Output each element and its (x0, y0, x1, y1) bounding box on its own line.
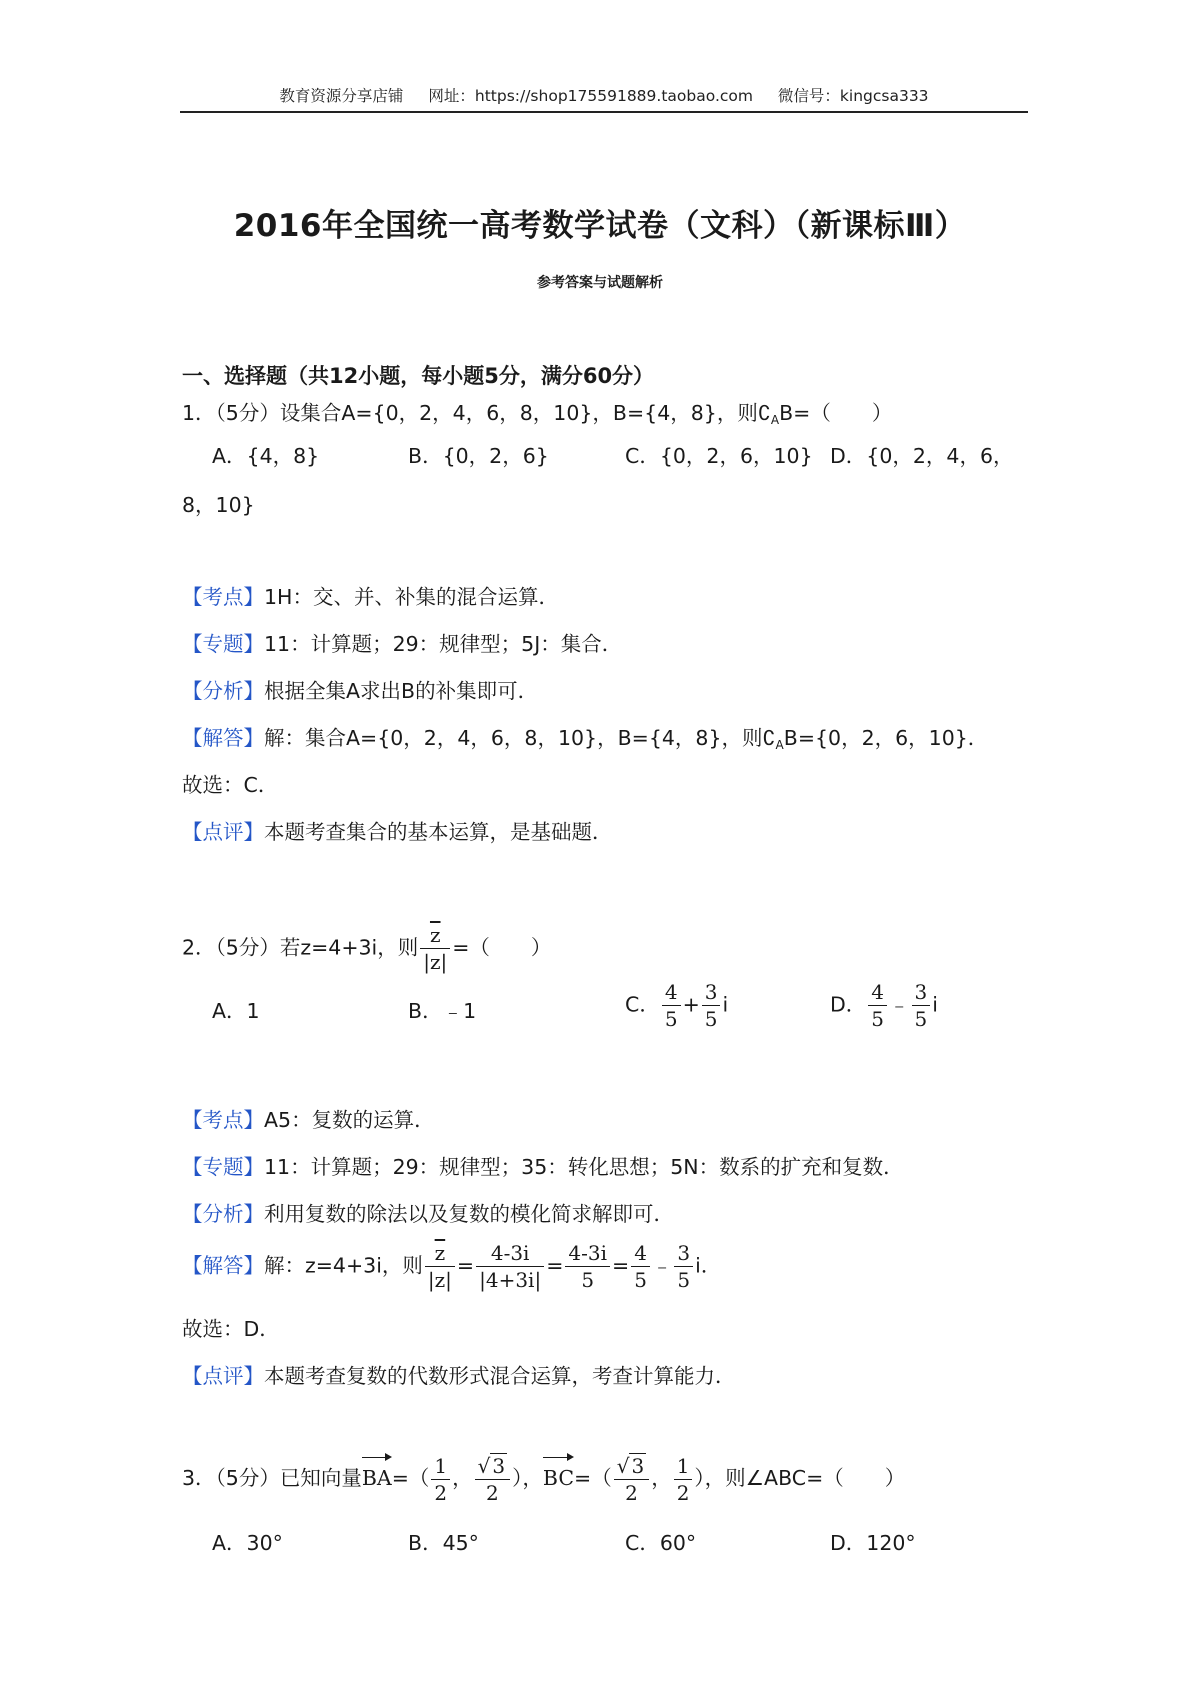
complement-symbol: $∁_A$ (757, 401, 780, 427)
q3-stem: 3．（5分）已知向量BA=（ $\frac{1}{2}$ ， $\frac{√ 3}{2}$ ），BC=（ $\frac{√ 3}{2}$ ， $\frac{1}{2}$ ），则∠ABC=（ ） (182, 1453, 906, 1505)
q2-jieda: 【解答】解：z=4+3i，则 $\frac{\overline{z}}{|z|}$ = $\frac{4-3i}{|4+3i|}$ = $\frac{4-3i}{5}$ = $\frac{4}{5}$ ﹣ $\frac{3}{5}$ i． (182, 1241, 722, 1292)
fraction: $\frac{\overline{z}}{|z|}$ (420, 925, 450, 972)
q1-option-d: D．{0，2，4，6， (830, 444, 1014, 468)
q3-option-d: D．120° (830, 1531, 916, 1555)
q3-option-a: A．30° (212, 1531, 283, 1555)
complement-symbol: $∁_A$ (762, 726, 784, 752)
section-heading: 一、选择题（共12小题，每小题5分，满分60分） (182, 364, 655, 388)
q2-option-b: B．﹣1 (408, 999, 477, 1023)
header-divider (180, 111, 1028, 113)
q2-kaodian: 【考点】A5：复数的运算． (182, 1108, 435, 1132)
q1-option-a: A．{4，8} (212, 444, 320, 468)
header-shop: 教育资源分享店铺 (279, 87, 404, 105)
q2-dianping: 【点评】本题考查复数的代数形式混合运算，考查计算能力． (182, 1364, 736, 1388)
q2-option-a: A．1 (212, 999, 260, 1023)
vector-ba: BA (362, 1455, 392, 1493)
header-url: 网址：https://shop175591889.taobao.com (428, 87, 753, 105)
q1-kaodian: 【考点】1H：交、并、补集的混合运算． (182, 585, 559, 609)
q1-answer: 故选：C． (182, 773, 279, 797)
q2-stem: 2．（5分）若z=4+3i，则 $\frac{\overline{z}}{|z|}$ =（ ） (182, 923, 552, 974)
q3-option-b: B．45° (408, 1531, 479, 1555)
vector-bc: BC (543, 1455, 574, 1493)
q1-jieda: 【解答】解：集合A={0，2，4，6，8，10}，B={4，8}，则$∁_AB=\{0$，2，6，10}． (182, 723, 988, 760)
q1-option-d-cont: 8，10} (182, 493, 255, 517)
q1-dianping: 【点评】本题考查集合的基本运算，是基础题． (182, 820, 613, 844)
page-title: 2016年全国统一高考数学试卷（文科）（新课标Ⅲ） (233, 208, 967, 244)
page-subtitle: 参考答案与试题解析 (537, 275, 663, 291)
q2-fenxi: 【分析】利用复数的除法以及复数的模化简求解即可． (182, 1202, 674, 1226)
q2-zhuanti: 【专题】11：计算题；29：规律型；35：转化思想；5N：数系的扩充和复数． (182, 1155, 904, 1179)
q1-stem: 1．（5分）设集合A={0，2，4，6，8，10}，B={4，8}，则$∁_AB=$（ ） (182, 398, 892, 435)
q2-option-c: C． $\frac{4}{5}$ + $\frac{3}{5}$ i (625, 980, 729, 1031)
q1-option-c: C．{0，2，6，10} (625, 444, 813, 468)
page-header (180, 84, 1028, 106)
q1-fenxi: 【分析】根据全集A求出B的补集即可． (182, 679, 539, 703)
q2-answer: 故选：D． (182, 1317, 280, 1341)
header-wechat: 微信号：kingcsa333 (777, 87, 929, 105)
q2-option-d: D． $\frac{4}{5}$ ﹣ $\frac{3}{5}$ i (830, 980, 938, 1031)
q3-option-c: C．60° (625, 1531, 697, 1555)
q1-zhuanti: 【专题】11：计算题；29：规律型；5J：集合． (182, 632, 623, 656)
q1-option-b: B．{0，2，6} (408, 444, 549, 468)
